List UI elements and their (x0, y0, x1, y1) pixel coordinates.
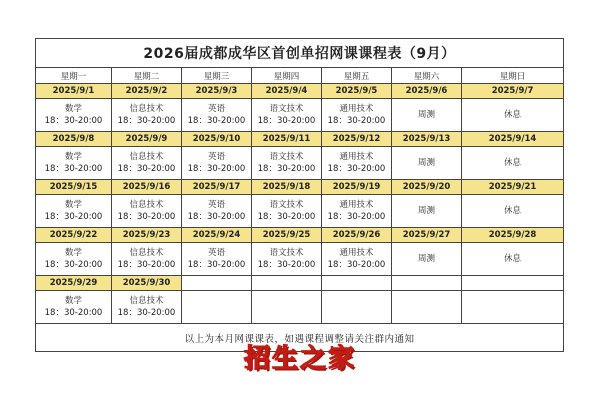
date-cell: 2025/9/30 (112, 276, 182, 291)
course-time: 18：30-20:00 (327, 260, 386, 270)
date-cell: 2025/9/21 (462, 180, 564, 195)
course-cell (182, 243, 252, 276)
course-name: 休息 (504, 254, 522, 264)
course-name: 休息 (504, 110, 522, 120)
course-time: 18：30-20:00 (117, 116, 176, 126)
date-cell: 2025/9/14 (462, 132, 564, 147)
course-cell (322, 243, 392, 276)
date-cell: 2025/9/3 (182, 84, 252, 99)
date-cell: 2025/9/6 (392, 84, 462, 99)
course-time: 18：30-20:00 (44, 164, 103, 174)
course-cell (112, 291, 182, 324)
date-cell: 2025/9/18 (252, 180, 322, 195)
date-row (36, 84, 564, 99)
course-name: 语文技术 (269, 248, 304, 258)
course-time: 18：30-20:00 (187, 260, 246, 270)
course-time: 18：30-20:00 (117, 164, 176, 174)
course-time: 18：30-20:00 (257, 212, 316, 222)
date-cell: 2025/9/2 (112, 84, 182, 99)
course-cell (252, 147, 322, 180)
date-row (36, 228, 564, 243)
course-time: 18：30-20:00 (44, 212, 103, 222)
weekday-header-row (36, 68, 564, 84)
date-cell: 2025/9/23 (112, 228, 182, 243)
course-row (36, 243, 564, 276)
course-cell (322, 147, 392, 180)
date-row (36, 276, 564, 291)
course-cell (392, 99, 462, 132)
course-row (36, 99, 564, 132)
date-cell: 2025/9/22 (36, 228, 112, 243)
course-cell (36, 99, 112, 132)
date-row (36, 132, 564, 147)
date-cell: 2025/9/11 (252, 132, 322, 147)
course-cell (36, 195, 112, 228)
weekday-header: 星期一 (36, 68, 112, 84)
course-cell (462, 243, 564, 276)
date-cell: 2025/9/13 (392, 132, 462, 147)
course-time: 18：30-20:00 (117, 260, 176, 270)
course-name: 休息 (504, 206, 522, 216)
date-cell: 2025/9/26 (322, 228, 392, 243)
course-name: 通用技术 (339, 152, 374, 162)
empty-course-cell (252, 291, 322, 324)
course-name: 英语 (207, 248, 225, 258)
course-time: 18：30-20:00 (257, 116, 316, 126)
course-time: 18：30-20:00 (44, 116, 103, 126)
course-cell (36, 291, 112, 324)
course-name: 通用技术 (339, 248, 374, 258)
schedule-title: 2026届成都成华区首创单招网课课程表（9月） (36, 39, 564, 68)
course-row (36, 147, 564, 180)
course-name: 数学 (64, 248, 82, 258)
course-cell (182, 195, 252, 228)
empty-date-cell (182, 276, 252, 291)
course-time: 18：30-20:00 (187, 116, 246, 126)
course-time: 18：30-20:00 (44, 308, 103, 318)
course-cell (462, 147, 564, 180)
course-name: 英语 (207, 200, 225, 210)
course-row (36, 195, 564, 228)
date-cell: 2025/9/10 (182, 132, 252, 147)
course-row (36, 291, 564, 324)
course-name: 语文技术 (269, 104, 304, 114)
course-name: 英语 (207, 152, 225, 162)
course-name: 通用技术 (339, 104, 374, 114)
course-cell (112, 147, 182, 180)
date-cell: 2025/9/9 (112, 132, 182, 147)
course-name: 信息技术 (129, 104, 164, 114)
course-name: 信息技术 (129, 296, 164, 306)
title-row (36, 39, 564, 68)
course-time: 18：30-20:00 (117, 308, 176, 318)
course-cell (462, 195, 564, 228)
course-cell (36, 147, 112, 180)
course-name: 周测 (417, 110, 435, 120)
course-time: 18：30-20:00 (44, 260, 103, 270)
empty-date-cell (322, 276, 392, 291)
empty-course-cell (322, 291, 392, 324)
course-name: 信息技术 (129, 248, 164, 258)
course-time: 18：30-20:00 (257, 164, 316, 174)
date-cell: 2025/9/20 (392, 180, 462, 195)
date-cell: 2025/9/27 (392, 228, 462, 243)
date-cell: 2025/9/12 (322, 132, 392, 147)
course-name: 周测 (417, 158, 435, 168)
watermark-logo: 招生之家 (243, 344, 356, 374)
course-name: 英语 (207, 104, 225, 114)
date-cell: 2025/9/29 (36, 276, 112, 291)
empty-course-cell (392, 291, 462, 324)
course-time: 18：30-20:00 (327, 164, 386, 174)
date-cell: 2025/9/25 (252, 228, 322, 243)
course-name: 信息技术 (129, 152, 164, 162)
course-cell (392, 147, 462, 180)
date-cell: 2025/9/4 (252, 84, 322, 99)
course-time: 18：30-20:00 (117, 212, 176, 222)
course-name: 数学 (64, 296, 82, 306)
empty-course-cell (182, 291, 252, 324)
weekday-header: 星期二 (112, 68, 182, 84)
date-cell: 2025/9/19 (322, 180, 392, 195)
date-cell: 2025/9/24 (182, 228, 252, 243)
course-schedule-table (35, 38, 564, 352)
date-cell: 2025/9/1 (36, 84, 112, 99)
date-cell: 2025/9/15 (36, 180, 112, 195)
course-name: 数学 (64, 152, 82, 162)
course-cell (36, 243, 112, 276)
course-cell (252, 243, 322, 276)
course-name: 周测 (417, 254, 435, 264)
course-name: 数学 (64, 200, 82, 210)
course-cell (182, 147, 252, 180)
date-cell: 2025/9/17 (182, 180, 252, 195)
course-cell (112, 195, 182, 228)
course-time: 18：30-20:00 (187, 212, 246, 222)
weekday-header: 星期日 (462, 68, 564, 84)
date-cell: 2025/9/8 (36, 132, 112, 147)
course-cell (112, 243, 182, 276)
course-cell (462, 99, 564, 132)
course-cell (252, 99, 322, 132)
course-name: 周测 (417, 206, 435, 216)
course-name: 信息技术 (129, 200, 164, 210)
date-cell: 2025/9/28 (462, 228, 564, 243)
empty-date-cell (252, 276, 322, 291)
course-cell (392, 195, 462, 228)
course-cell (182, 99, 252, 132)
empty-course-cell (462, 291, 564, 324)
course-time: 18：30-20:00 (257, 260, 316, 270)
course-name: 数学 (64, 104, 82, 114)
date-cell: 2025/9/16 (112, 180, 182, 195)
footer-note: 以上为本月网课课表，如遇课程调整请关注群内通知 (36, 324, 564, 352)
date-cell: 2025/9/5 (322, 84, 392, 99)
course-name: 通用技术 (339, 200, 374, 210)
empty-date-cell (462, 276, 564, 291)
date-cell: 2025/9/7 (462, 84, 564, 99)
weekday-header: 星期六 (392, 68, 462, 84)
course-time: 18：30-20:00 (187, 164, 246, 174)
course-name: 休息 (504, 158, 522, 168)
weekday-header: 星期三 (182, 68, 252, 84)
weekday-header: 星期四 (252, 68, 322, 84)
course-cell (322, 195, 392, 228)
course-time: 18：30-20:00 (327, 212, 386, 222)
course-time: 18：30-20:00 (327, 116, 386, 126)
course-cell (252, 195, 322, 228)
date-row (36, 180, 564, 195)
empty-date-cell (392, 276, 462, 291)
course-cell (392, 243, 462, 276)
course-name: 语文技术 (269, 200, 304, 210)
course-cell (322, 99, 392, 132)
course-cell (112, 99, 182, 132)
weekday-header: 星期五 (322, 68, 392, 84)
course-name: 语文技术 (269, 152, 304, 162)
